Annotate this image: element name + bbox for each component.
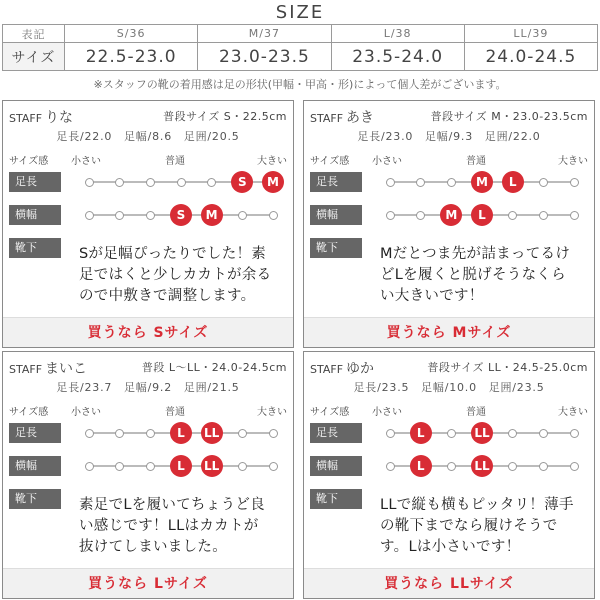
- usual-size: 普段サイズ S・22.5cm: [163, 110, 287, 123]
- row-label: 横幅: [310, 456, 362, 476]
- comment-line: LLで縦も横もピッタリ！薄手: [380, 497, 574, 513]
- scale-small-label: 小さい: [372, 156, 402, 167]
- size-mark: S: [231, 171, 253, 193]
- staff-card: [303, 100, 595, 348]
- size-mark: M: [440, 204, 462, 226]
- scale-dot: [85, 211, 94, 220]
- recommendation: 買うなら LLサイズ: [304, 568, 594, 598]
- size-feel-label: サイズ感: [9, 407, 49, 418]
- recommendation: 買うなら Sサイズ: [3, 317, 293, 347]
- staff-label: STAFF: [9, 363, 43, 376]
- comment-line: の靴下までなら履けそうで: [380, 518, 558, 534]
- staff-header: [310, 107, 588, 125]
- size-table-value-label: サイズ: [3, 43, 65, 71]
- staff-card: [2, 100, 294, 348]
- scale-dot: [85, 429, 94, 438]
- scale-normal-label: 普通: [165, 407, 185, 418]
- size-table-range: 22.5-23.0: [65, 43, 198, 71]
- scale-normal-label: 普通: [466, 156, 486, 167]
- row-label: 横幅: [9, 205, 61, 225]
- staff-name: まいこ: [45, 361, 88, 377]
- scale-large-label: 大きい: [257, 407, 287, 418]
- scale-header: [310, 152, 588, 166]
- scale-dot: [238, 211, 247, 220]
- size-feel-label: サイズ感: [310, 407, 350, 418]
- scale-dot: [85, 462, 94, 471]
- scale-dot: [115, 429, 124, 438]
- scale-small-label: 小さい: [71, 407, 101, 418]
- staff-label: STAFF: [310, 112, 344, 125]
- page-title: SIZE: [275, 2, 325, 23]
- scale-dot: [416, 211, 425, 220]
- scale-small-label: 小さい: [71, 156, 101, 167]
- size-mark: LL: [201, 422, 223, 444]
- row-label: 靴下: [9, 238, 61, 258]
- size-table-col-label: M/37: [198, 25, 331, 43]
- scale-dot: [115, 178, 124, 187]
- row-label: 足長: [310, 423, 362, 443]
- scale-dot: [146, 211, 155, 220]
- scale-large-label: 大きい: [558, 407, 588, 418]
- scale-dot: [447, 462, 456, 471]
- scale-dot: [570, 462, 579, 471]
- usual-size: 普段 L〜LL・24.0-24.5cm: [141, 361, 287, 374]
- foot-measurements: 足長/23.0 足幅/9.3 足囲/22.0: [357, 130, 541, 143]
- staff-name: ゆか: [346, 361, 375, 377]
- row-label: 足長: [310, 172, 362, 192]
- size-mark: L: [502, 171, 524, 193]
- comment-line: い大きいです！: [380, 288, 484, 304]
- foot-measurements: 足長/23.7 足幅/9.2 足囲/21.5: [56, 381, 240, 394]
- staff-comment: [380, 495, 588, 558]
- staff-comment: [79, 244, 287, 307]
- row-label: 靴下: [9, 489, 61, 509]
- size-mark: L: [410, 455, 432, 477]
- size-mark: L: [471, 204, 493, 226]
- scale-dot: [386, 178, 395, 187]
- staff-comment: [79, 495, 287, 558]
- comment-line: 素足でLを履いてちょうど良: [79, 497, 265, 513]
- scale-dot: [539, 178, 548, 187]
- size-table-header-row: [3, 25, 598, 43]
- scale-dot: [508, 429, 517, 438]
- scale-dot: [447, 178, 456, 187]
- staff-card: [2, 351, 294, 599]
- scale-dot: [146, 178, 155, 187]
- scale-header: [9, 152, 287, 166]
- comment-line: 抜けてしまいました。: [79, 539, 227, 555]
- scale-dot: [238, 429, 247, 438]
- size-feel-label: サイズ感: [9, 156, 49, 167]
- foot-measurements: 足長/23.5 足幅/10.0 足囲/23.5: [353, 381, 545, 394]
- staff-card: [303, 351, 595, 599]
- comment-line: どLを履くと脱げそうなくら: [380, 267, 566, 283]
- staff-label: STAFF: [9, 112, 43, 125]
- usual-size: 普段サイズ LL・24.5-25.0cm: [427, 361, 588, 374]
- scale-dot: [386, 429, 395, 438]
- staff-header: [9, 107, 287, 125]
- scale-dot: [269, 429, 278, 438]
- usual-size: 普段サイズ M・23.0-23.5cm: [430, 110, 588, 123]
- recommendation: 買うなら Mサイズ: [304, 317, 594, 347]
- scale-dot: [269, 211, 278, 220]
- scale-dot: [570, 211, 579, 220]
- row-label: 横幅: [9, 456, 61, 476]
- scale-header: [310, 403, 588, 417]
- scale-dot: [447, 429, 456, 438]
- staff-label: STAFF: [310, 363, 344, 376]
- scale-dot: [85, 178, 94, 187]
- size-mark: LL: [201, 455, 223, 477]
- size-table-range: 23.0-23.5: [198, 43, 331, 71]
- size-mark: L: [410, 422, 432, 444]
- size-table-col-label: L/38: [331, 25, 464, 43]
- scale-dot: [570, 178, 579, 187]
- scale-dot: [570, 429, 579, 438]
- comment-line: い感じです！LLはカカトが: [79, 518, 259, 534]
- scale-dot: [508, 211, 517, 220]
- comment-line: 足ではくと少しカカトが余る: [79, 267, 272, 283]
- size-mark: L: [170, 455, 192, 477]
- foot-measurements: 足長/22.0 足幅/8.6 足囲/20.5: [56, 130, 240, 143]
- scale-large-label: 大きい: [558, 156, 588, 167]
- size-table-value-row: [3, 43, 598, 71]
- size-table-range: 23.5-24.0: [331, 43, 464, 71]
- comment-line: ので中敷きで調整します。: [79, 288, 256, 304]
- row-label: 足長: [9, 172, 61, 192]
- size-table-range: 24.0-24.5: [464, 43, 597, 71]
- size-mark: M: [262, 171, 284, 193]
- size-table-header-label: 表記: [3, 25, 65, 43]
- comment-line: す。Lは小さいです！: [380, 539, 521, 555]
- recommendation: 買うなら Lサイズ: [3, 568, 293, 598]
- scale-dot: [146, 429, 155, 438]
- scale-dot: [238, 462, 247, 471]
- staff-header: [310, 358, 588, 376]
- comment-line: Sが足幅ぴったりでした！素: [79, 246, 267, 262]
- scale-dot: [115, 211, 124, 220]
- row-label: 靴下: [310, 489, 362, 509]
- scale-dot: [416, 178, 425, 187]
- scale-large-label: 大きい: [257, 156, 287, 167]
- size-feel-label: サイズ感: [310, 156, 350, 167]
- scale-dot: [539, 429, 548, 438]
- scale-dot: [508, 462, 517, 471]
- scale-dot: [539, 211, 548, 220]
- row-label: 足長: [9, 423, 61, 443]
- scale-dot: [269, 462, 278, 471]
- scale-dot: [386, 211, 395, 220]
- size-mark: M: [471, 171, 493, 193]
- scale-dot: [539, 462, 548, 471]
- size-chart-table: [2, 24, 598, 71]
- staff-comment: [380, 244, 588, 307]
- size-mark: S: [170, 204, 192, 226]
- scale-header: [9, 403, 287, 417]
- size-mark: LL: [471, 455, 493, 477]
- size-mark: M: [201, 204, 223, 226]
- scale-normal-label: 普通: [466, 407, 486, 418]
- size-mark: LL: [471, 422, 493, 444]
- scale-dot: [177, 178, 186, 187]
- staff-name: あき: [346, 110, 375, 126]
- comment-line: Mだとつま先が詰まってるけ: [380, 246, 571, 262]
- row-label: 靴下: [310, 238, 362, 258]
- scale-normal-label: 普通: [165, 156, 185, 167]
- size-mark: L: [170, 422, 192, 444]
- row-label: 横幅: [310, 205, 362, 225]
- scale-dot: [207, 178, 216, 187]
- fit-note: ※スタッフの靴の着用感は足の形状(甲幅・甲高・形)によって個人差がございます。: [93, 78, 507, 91]
- staff-header: [9, 358, 287, 376]
- staff-name: りな: [45, 110, 74, 126]
- scale-dot: [386, 462, 395, 471]
- size-table-col-label: S/36: [65, 25, 198, 43]
- scale-dot: [146, 462, 155, 471]
- scale-dot: [115, 462, 124, 471]
- scale-small-label: 小さい: [372, 407, 402, 418]
- size-table-col-label: LL/39: [464, 25, 597, 43]
